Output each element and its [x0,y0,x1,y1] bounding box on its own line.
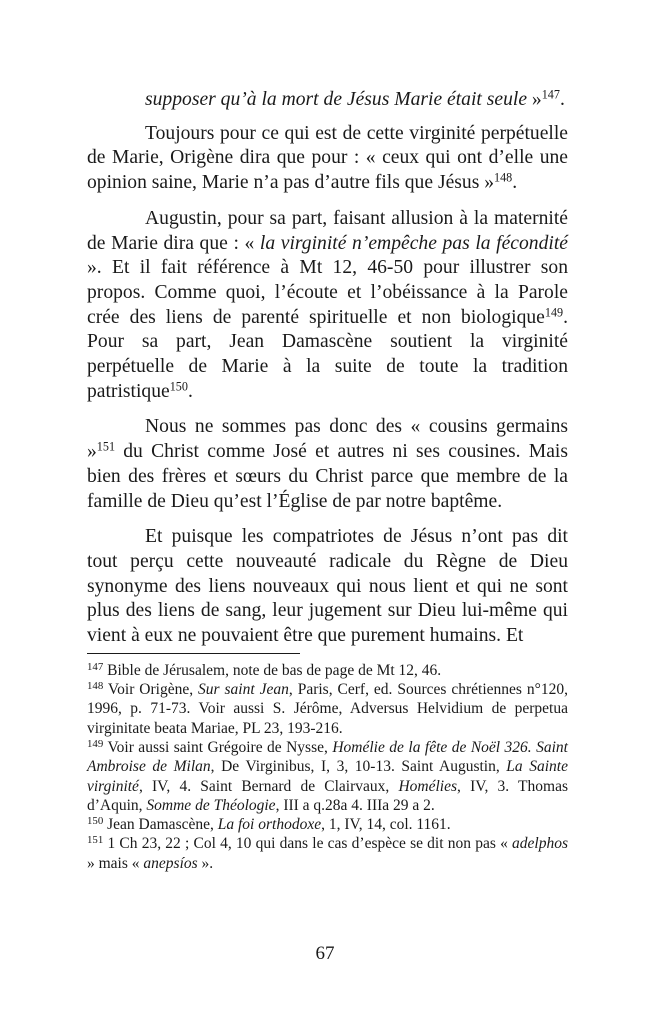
footnote-text: , De Virginibus, I, 3, 10-13. Saint Augustin, [210,758,507,776]
page-content [87,88,568,873]
footnote-150 [87,815,568,834]
footnote-title: Somme de Théologie [146,796,276,814]
footnote-text: 1 Ch 23, 22 ; Col 4, 10 qui dans le cas d’espèce se dit non pas « [103,835,513,853]
text-period: . [187,380,193,402]
paragraph-origene [87,122,568,196]
closing-quote: » [527,89,542,110]
footnote-number: 151 [87,834,104,847]
italic-quote: la virginité n’empêche pas la fécondité [259,232,568,254]
footnote-title: La Sainte virginité [87,758,568,795]
footnote-149 [87,738,568,815]
footnote-title: La foi orthodoxe [217,816,322,834]
footnote-ref-147[interactable]: 147 [541,87,560,102]
footnote-text: Bible de Jérusalem, note de bas de page de Mt 12, 46. [103,661,442,679]
footnote-number: 150 [87,815,104,828]
text-run: du Christ comme José et autres ni ses cousines. Mais bien des frères et sœurs du Christ parce que membre de la famille de Dieu qu’est l’Église de par notre baptême. [87,441,568,512]
page-number: 67 [315,943,335,964]
text-run: Augustin, pour sa part, faisant allusion à la maternité de Marie dira que : « [87,207,568,254]
footnote-text: » mais « [87,854,144,872]
footnote-text: Voir aussi saint Grégoire de Nysse, [103,738,333,756]
footnote-number: 148 [87,680,104,693]
footnote-term: anepsíos [143,854,198,872]
footnote-ref-148[interactable]: 148 [494,170,513,185]
paragraph-compatriotes [87,525,568,649]
footnote-title: Homélies [398,777,458,795]
quote-text: supposer qu’à la mort de Jésus Marie était seule [145,89,528,110]
paragraph-cousins [87,415,568,514]
text-run: Et puisque les compatriotes de Jésus n’ont pas dit tout perçu cette nouveauté radicale du Règne de Dieu synonyme des liens nouveaux qui nous lient et qui ne sont plus des liens de sang, leur jugement sur Dieu lui-même qui vient à eux ne pouvaient être que purement humains. Et [87,526,568,647]
footnote-151 [87,834,568,873]
footnote-ref-149[interactable]: 149 [544,304,564,319]
footnote-text: , IV, 4. Saint Bernard de Clairvaux, [138,777,399,795]
body-text [87,88,568,649]
text-period: . [559,89,565,110]
footnote-text: Voir Origène, [103,681,199,699]
footnote-147 [87,661,568,680]
text-run: ». Et il fait référence à Mt 12, 46-50 pour illustrer son propos. Comme quoi, l’écoute et l’obéissance à la Parole crée des liens de parenté spirituelle et non biologique [87,257,568,328]
text-run: . Pour sa part, Jean Damascène soutient la virginité perpétuelle de Marie à la suite de toute la tradition patristique [87,306,568,402]
footnote-title: Sur saint Jean [198,681,289,699]
footnote-text: , III a q.28a 4. IIIa 29 a 2. [275,796,435,814]
paragraph-quote-continuation [145,88,568,113]
footnote-text: , IV, 3. Thomas d’Aquin, [87,777,568,814]
footnote-text: , Paris, Cerf, ed. Sources chrétiennes n°120, 1996, p. 71-73. Voir aussi S. Jérôme, Adversus Helvidium de perpetua virginitate beata Mariae, PL 23, 193-216. [87,681,568,737]
footnote-term: adelphos [512,835,568,853]
footnote-separator [87,653,300,654]
footnote-148 [87,680,568,738]
footnotes [87,661,568,873]
footnote-ref-150[interactable]: 150 [169,379,188,394]
footnote-title: Homélie de la fête de Noël 326. Saint Ambroise de Milan [87,738,568,776]
footnote-number: 147 [87,660,104,673]
footnote-text: Jean Damascène, [103,816,218,834]
footnote-text: , 1, IV, 14, col. 1161. [321,816,451,834]
paragraph-augustin [87,207,568,405]
text-run: Toujours pour ce qui est de cette virginité perpétuelle de Marie, Origène dira que pour : « ceux qui ont d’elle une opinion saine, Marie n’a pas d’autre fils que Jésus » [87,122,568,194]
footnote-ref-151[interactable]: 151 [96,439,116,454]
text-run: Nous ne sommes pas donc des « cousins germains » [87,416,568,463]
footnote-number: 149 [87,738,104,751]
footnote-text: ». [197,854,214,872]
text-period: . [512,172,518,194]
